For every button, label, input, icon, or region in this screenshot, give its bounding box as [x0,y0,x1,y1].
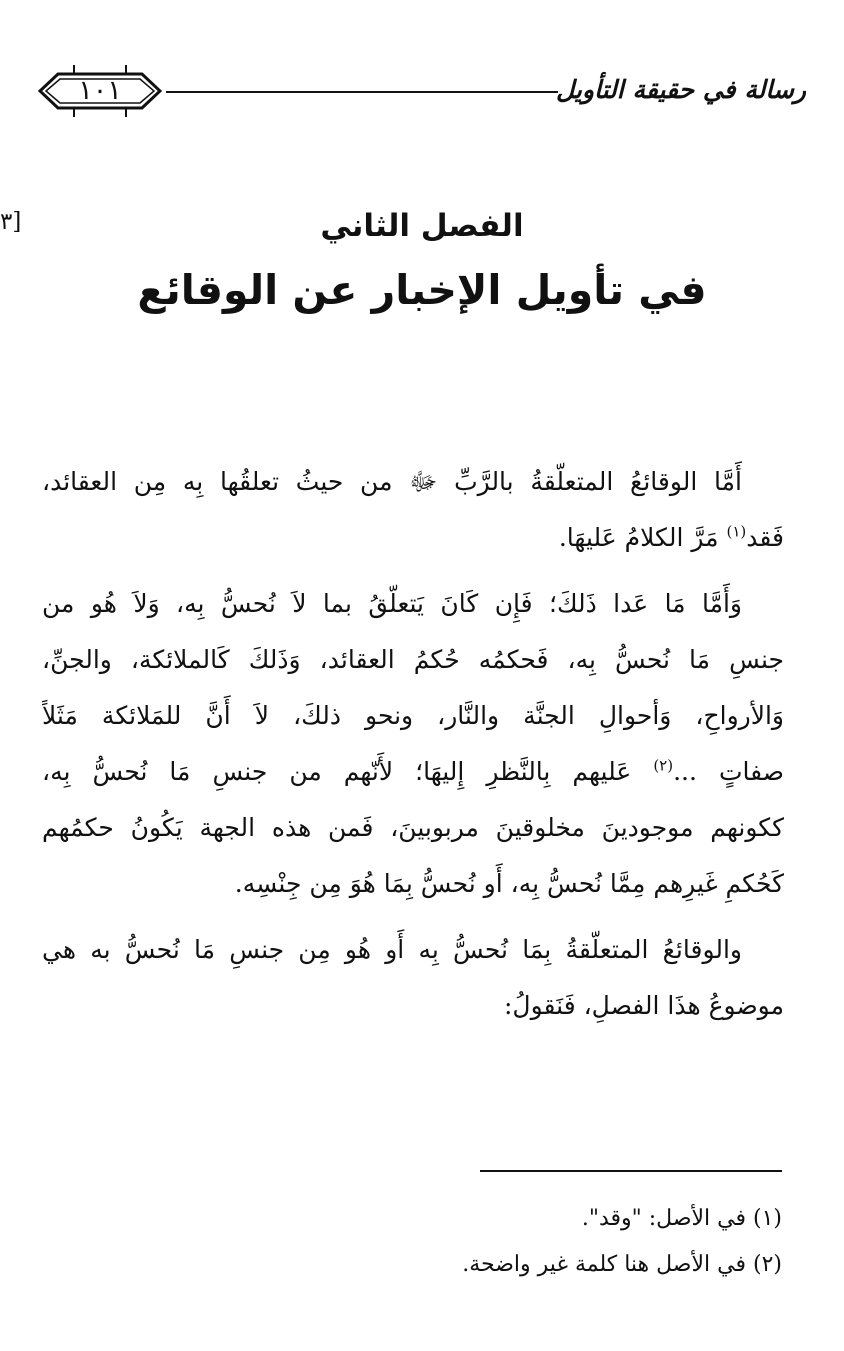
body-text [42,454,784,1034]
text-segment: عَليهم بِالنَّظرِ إِليهَا؛ لأَنّهم من جنسِ مَا نُحسُّ بِه، [42,757,632,786]
text-segment: مَرَّ الكلامُ عَليهَا. [558,523,719,552]
paragraph-1 [42,454,784,566]
text-line: وَأَمَّا مَا عَدا ذَلكَ؛ فَإِن كَانَ يَتعلّقُ بما لاَ نُحسُّ بِه، وَلاَ هُو من [42,589,742,618]
chapter-number: الفصل الثاني [320,208,524,244]
running-title: رسالة في حقيقة التأويل [556,75,806,104]
text-line: ككونهم موجودينَ مخلوقينَ مربوبينَ، فَمن هذه الجهة يَكُونُ حكمُهم [42,813,784,842]
paragraph-3 [42,922,784,1034]
text-line [42,510,784,566]
footnotes [220,1196,782,1288]
footnote-1: (١) في الأصل: "وقد". [581,1206,782,1231]
text-line: والوقائعُ المتعلّقةُ بِمَا نُحسُّ بِه أَو هُو مِن جنسِ مَا نُحسُّ به هي [42,935,742,964]
text-line: وَالأرواحِ، وَأحوالِ الجنَّة والنَّار، ونحو ذلكَ، لاَ أَنَّ للمَلائكة مَثَلاً [42,701,784,730]
footnote-ref[interactable]: (٢) [653,756,674,775]
chapter-title: في تأويل الإخبار عن الوقائع [137,266,707,314]
paragraph-2 [42,576,784,912]
header-rule [166,91,558,93]
text-line: كَحُكمِ غَيرِهم مِمَّا نُحسُّ بِه، أَو نُحسُّ بِمَا هُوَ مِن جِنْسِه. [234,869,784,898]
page-number: ١٠١ [78,75,122,106]
text-segment: صفاتٍ ... [673,757,784,786]
page-number-ornament [38,62,162,120]
text-line [42,744,784,800]
paragraph-gap [42,566,784,576]
paragraph-gap [42,912,784,922]
text-line: موضوعُ هذَا الفصلِ، فَنَقولُ: [504,991,784,1020]
text-line: جنسِ مَا نُحسُّ بِه، فَحكمُه حُكمُ العقائد، وَذَلكَ كَالملائكة، والجنِّ، [42,645,784,674]
source-page-marker: ٣] [0,209,22,235]
footnote-2: (٢) في الأصل هنا كلمة غير واضحة. [462,1252,782,1277]
footnote-ref[interactable]: (١) [726,522,747,541]
footnote-separator [480,1170,782,1172]
page-header [38,62,806,120]
text-line: أَمَّا الوقائعُ المتعلّقةُ بالرَّبِّ ﷻ من حيثُ تعلقُها بِه مِن العقائد، [42,467,742,496]
text-segment: فَقد [746,523,784,552]
